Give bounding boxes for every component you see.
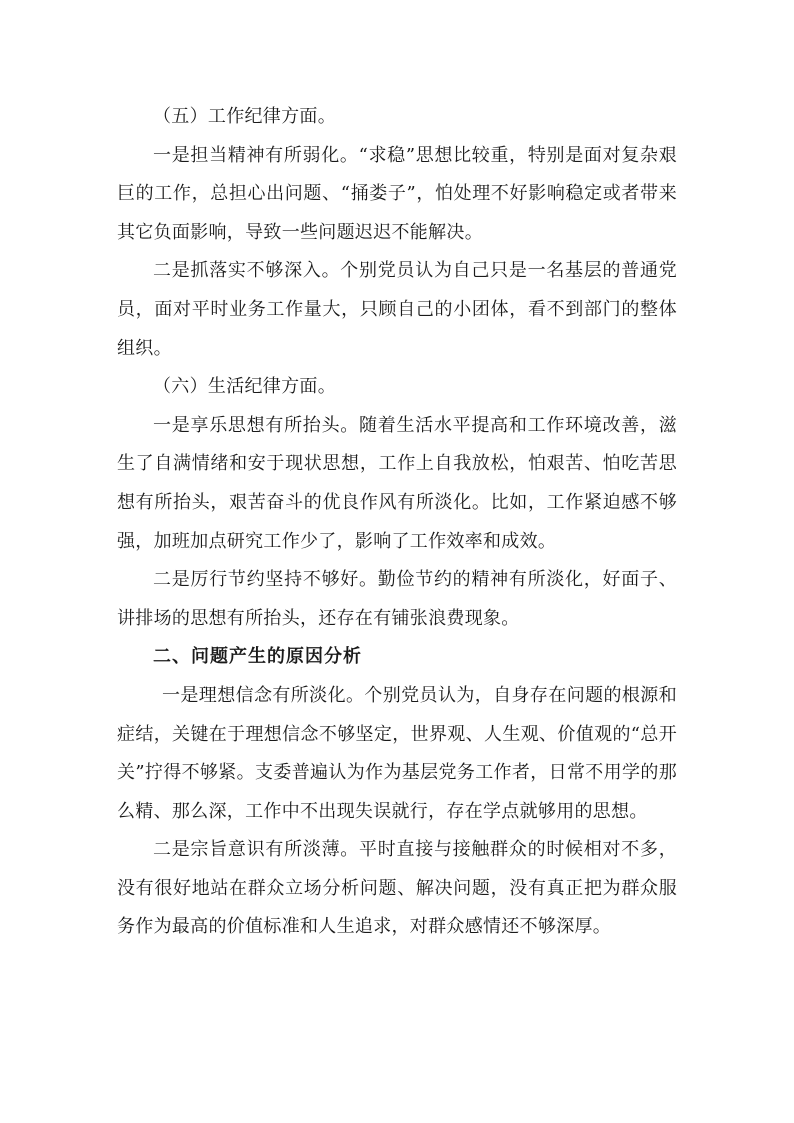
paragraph: 一是担当精神有所弱化。“求稳”思想比较重，特别是面对复杂艰巨的工作，总担心出问题、“捅娄子”，怕处理不好影响稳定或者带来其它负面影响，导致一些问题迟迟不能解决。 — [117, 144, 677, 243]
paragraph: 二是抓落实不够深入。个别党员认为自己只是一名基层的普通党员，面对平时业务工作量大，只顾自己的小团体，看不到部门的整体组织。 — [117, 260, 677, 359]
paragraph: 二是宗旨意识有所淡薄。平时直接与接触群众的时候相对不多，没有很好地站在群众立场分析问题、解决问题，没有真正把为群众服务作为最高的价值标准和人生追求，对群众感情还不够深厚。 — [117, 839, 677, 938]
section-heading-cause-analysis: 二、问题产生的原因分析 — [153, 646, 362, 668]
document-body — [117, 98, 677, 947]
subheading-work-discipline: （五）工作纪律方面。 — [153, 106, 336, 127]
paragraph: 一是享乐思想有所抬头。随着生活水平提高和工作环境改善，滋生了自满情绪和安于现状思想，工作上自我放松，怕艰苦、怕吃苦思想有所抬头，艰苦奋斗的优良作风有所淡化。比如，工作紧迫感不够强，加班加点研究工作少了，影响了工作效率和成效。 — [117, 414, 677, 552]
subheading-life-discipline: （六）生活纪律方面。 — [153, 376, 336, 398]
paragraph: 二是厉行节约坚持不够好。勤俭节约的精神有所淡化，好面子、讲排场的思想有所抬头，还存在有铺张浪费现象。 — [117, 569, 677, 629]
paragraph: 一是理想信念有所淡化。个别党员认为，自身存在问题的根源和症结，关键在于理想信念不够坚定，世界观、人生观、价值观的“总开关”拧得不够紧。支委普遍认为作为基层党务工作者，日常不用学的那么精、那么深，工作中不出现失误就行，存在学点就够用的思想。 — [117, 684, 677, 822]
